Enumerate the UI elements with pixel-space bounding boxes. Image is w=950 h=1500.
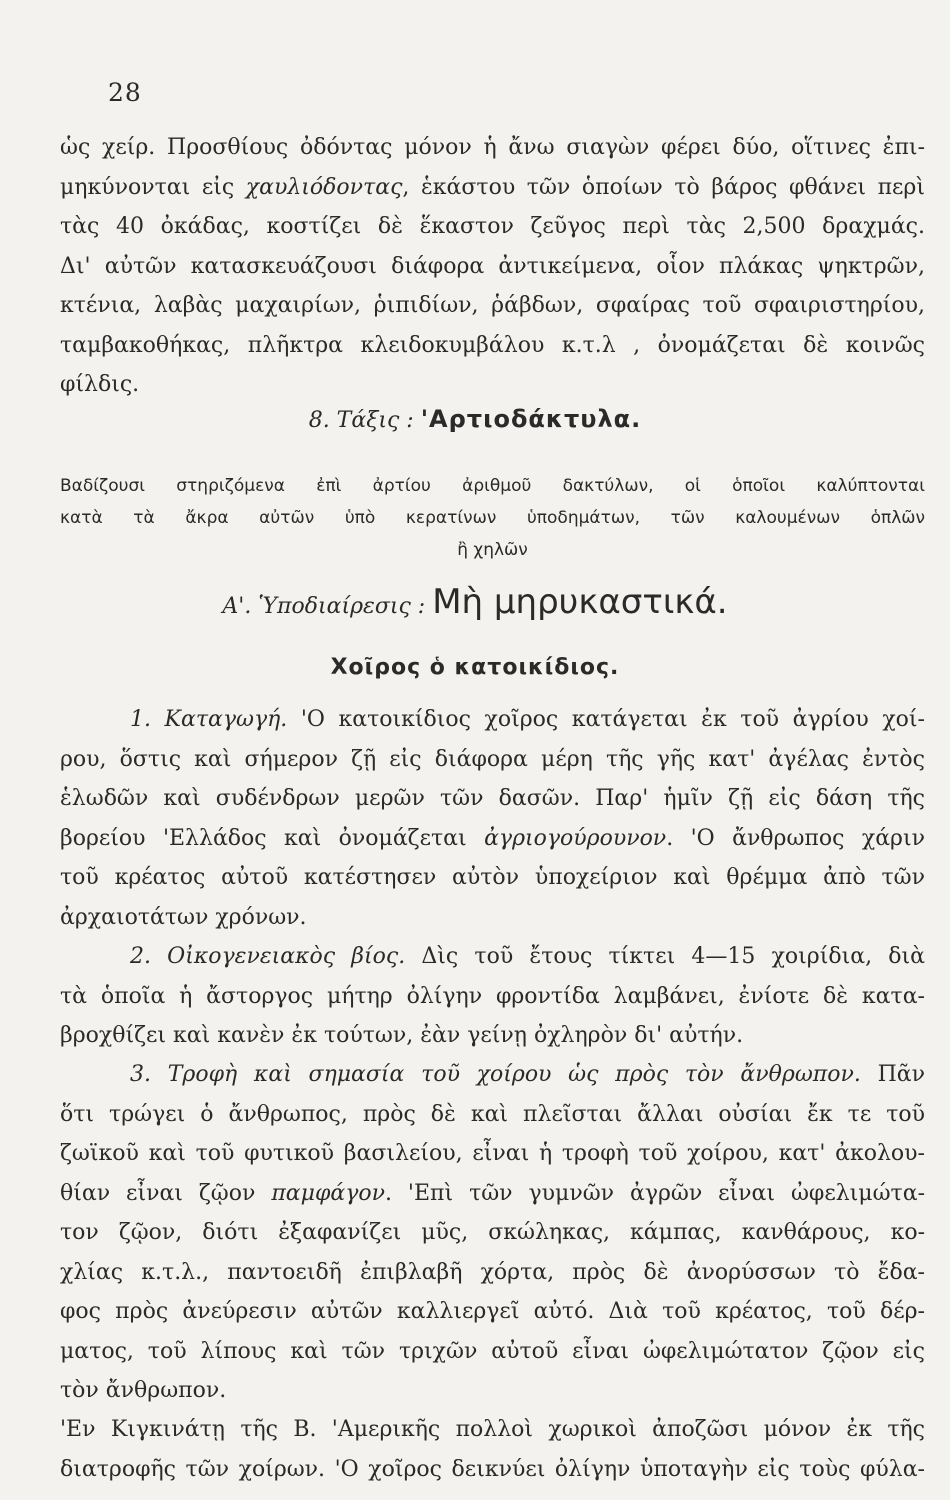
text-line: χλίας κ.τ.λ., παντοειδῆ ἐπιβλαβῆ χόρτα, πρὸς δὲ ἀνορύσσων τὸ ἔδα- <box>60 1259 925 1285</box>
order-heading <box>0 405 950 433</box>
text-line: 3. Τροφὴ καὶ σημασία τοῦ χοίρου ὡς πρὸς τὸν ἄνθρωπον. Πᾶν <box>60 1055 925 1095</box>
subdivision-heading <box>0 582 950 622</box>
section-closing <box>60 1410 925 1489</box>
text-line: ζωϊκοῦ καὶ τοῦ φυτικοῦ βασιλείου, εἶναι ἡ τροφὴ τοῦ χοίρου, κατ' ἀκολου- <box>60 1141 925 1166</box>
text-line: ὅτι τρώγει ὁ ἄνθρωπος, πρὸς δὲ καὶ πλεῖσται ἄλλαι οὐσίαι ἔκ τε τοῦ <box>60 1101 925 1127</box>
text-line: κατὰ τὰ ἄκρα αὐτῶν ὑπὸ κερατίνων ὑποδημάτων, τῶν καλουμένων ὁπλῶν <box>60 508 925 528</box>
text-line: τον ζῷον, διότι ἐξαφανίζει μῦς, σκώληκας, κάμπας, κανθάρους, κο- <box>60 1220 925 1245</box>
species-title: Χοῖρος ὁ κατοικίδιος. <box>330 655 620 680</box>
text-line: ἑλωδῶν καὶ συδένδρων μερῶν τῶν δασῶν. Παρ' ἡμῖν ζῇ εἰς δάση τῆς <box>60 786 925 811</box>
text-line: τὸν ἄνθρωπον. <box>60 1378 227 1403</box>
text-line: τοῦ κρέατος αὐτοῦ κατέστησεν αὐτὸν ὑποχείριον καὶ θρέμμα ἀπὸ τῶν <box>60 865 925 890</box>
text-line: ἀρχαιοτάτων χρόνων. <box>60 904 307 930</box>
text-line: ἢ χηλῶν <box>457 540 528 560</box>
section-family-life <box>60 937 925 1056</box>
order-label: 8. Τάξις : <box>308 408 414 433</box>
text-line: φος πρὸς ἀνεύρεσιν αὐτῶν καλλιεργεῖ αὐτό. Διὰ τοῦ κρέατος, τοῦ δέρ- <box>60 1299 925 1324</box>
paragraph-ivory <box>60 128 925 405</box>
text-line: 2. Οἰκογενειακὸς βίος. Δὶς τοῦ ἔτους τίκτει 4—15 χοιρίδια, διὰ <box>60 937 925 977</box>
text-line: ταμβακοθήκας, πλῆκτρα κλειδοκυμβάλου κ.τ.λ , ὀνομάζεται δὲ κοινῶς <box>60 332 925 358</box>
text-line: Δι' αὐτῶν κατασκευάζουσι διάφορα ἀντικείμενα, οἷον πλάκας ψηκτρῶν, <box>60 253 925 279</box>
order-description <box>60 470 925 566</box>
text-line: Βαδίζουσι στηριζόμενα ἐπὶ ἀρτίου ἀριθμοῦ δακτύλων, οἱ ὁποῖοι καλύπτονται <box>60 476 925 496</box>
subdivision-name: Μὴ μηρυκαστικά. <box>432 582 728 622</box>
section-heading: 3. Τροφὴ καὶ σημασία τοῦ χοίρου ὡς πρὸς τὸν ἄνθρωπον. <box>130 1062 861 1087</box>
order-name: 'Αρτιοδάκτυλα. <box>420 405 642 433</box>
text-line: μηκύνονται εἰς χαυλιόδοντας, ἑκάστου τῶν ὁποίων τὸ βάρος φθάνει περὶ <box>60 174 925 200</box>
text-line: ὡς χείρ. Προσθίους ὀδόντας μόνον ἡ ἄνω σιαγὼν φέρει δύο, οἵτινες ἐπι- <box>60 135 925 160</box>
section-heading: 1. Καταγωγή. <box>130 707 288 732</box>
text-line: βορείου 'Ελλάδος καὶ ὀνομάζεται ἀγριογούρουνον. 'Ο ἄνθρωπος χάριν <box>60 825 925 851</box>
text-line: βροχθίζει καὶ κανὲν ἐκ τούτων, ἐὰν γείνῃ ὀχληρὸν δι' αὐτήν. <box>60 1023 744 1048</box>
subdivision-label: Α'. Ὑποδιαίρεσις : <box>222 594 426 619</box>
text-line: φίλδις. <box>60 372 140 397</box>
text-line: τὰς 40 ὀκάδας, κοστίζει δὲ ἕκαστον ζεῦγος περὶ τὰς 2,500 δραχμάς. <box>60 214 925 239</box>
text-line: ματος, τοῦ λίπους καὶ τῶν τριχῶν αὐτοῦ εἶναι ὠφελιμώτατον ζῷον εἰς <box>60 1338 925 1364</box>
text-line: θίαν εἶναι ζῷον παμφάγον. 'Επὶ τῶν γυμνῶν ἀγρῶν εἶναι ὠφελιμώτα- <box>60 1180 925 1206</box>
section-origin <box>60 700 925 937</box>
text-line: διατροφῆς τῶν χοίρων. 'Ο χοῖρος δεικνύει ὀλίγην ὑποταγὴν εἰς τοὺς φύλα- <box>60 1456 925 1482</box>
text-line: 'Εν Κιγκινάτῃ τῆς Β. 'Αμερικῆς πολλοὶ χωρικοὶ ἀποζῶσι μόνον ἐκ τῆς <box>60 1417 925 1442</box>
page-number: 28 <box>108 78 142 107</box>
text-line: 1. Καταγωγή. 'Ο κατοικίδιος χοῖρος κατάγεται ἐκ τοῦ ἀγρίου χοί- <box>60 700 925 740</box>
section-heading: 2. Οἰκογενειακὸς βίος. <box>130 944 406 969</box>
text-line: τὰ ὁποῖα ἡ ἄστοργος μήτηρ ὀλίγην φροντίδα λαμβάνει, ἐνίοτε δὲ κατα- <box>60 983 925 1009</box>
text-line: κτένια, λαβὰς μαχαιρίων, ῥιπιδίων, ῥάβδων, σφαίρας τοῦ σφαιριστηρίου, <box>60 293 925 318</box>
text-line: ρου, ὅστις καὶ σήμερον ζῇ εἰς διάφορα μέρη τῆς γῆς κατ' ἀγέλας ἐντὸς <box>60 746 925 772</box>
section-food <box>60 1055 925 1411</box>
